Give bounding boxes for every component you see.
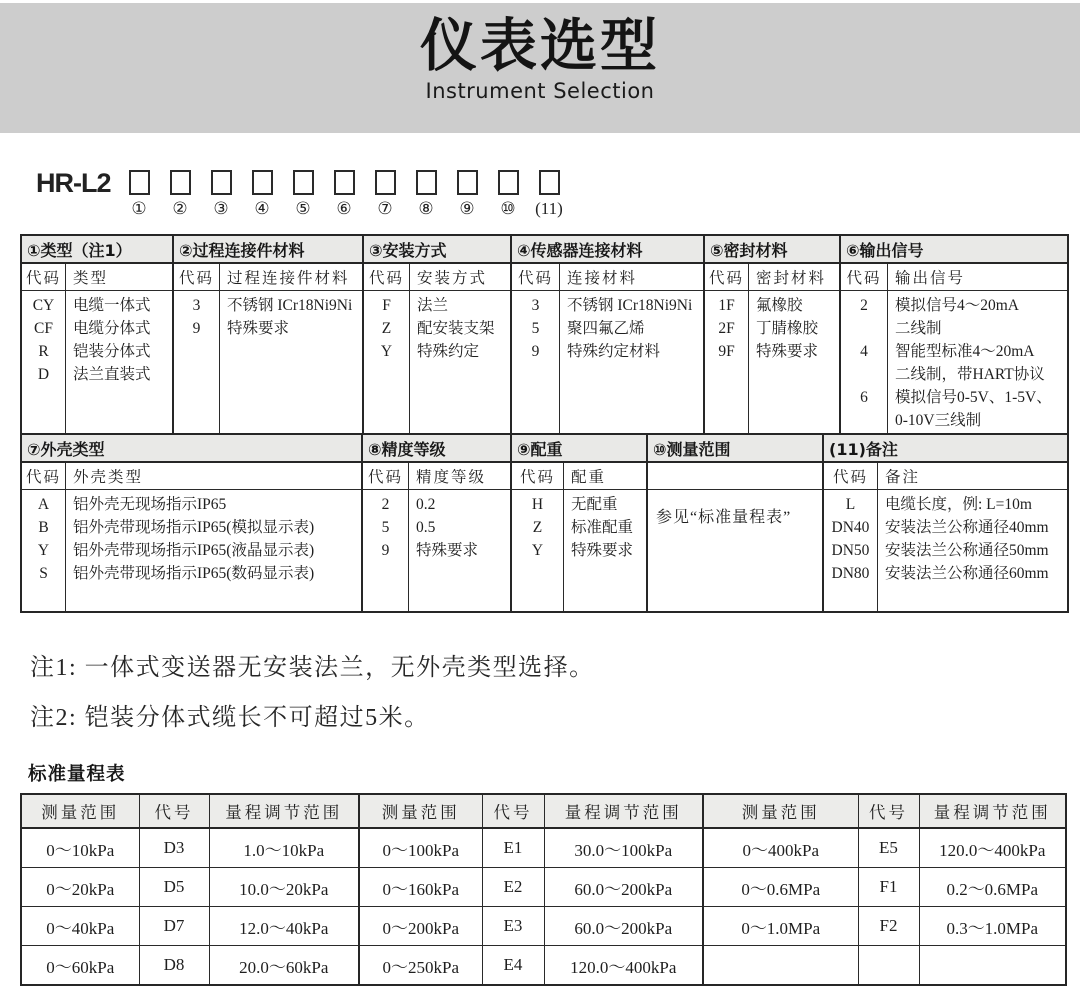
selection-section-9 <box>512 435 648 611</box>
model-positions <box>119 170 570 217</box>
value-column <box>564 490 646 611</box>
range-cell: 0～100kPa <box>359 828 482 868</box>
value-column <box>220 291 362 433</box>
selection-section-5 <box>705 236 841 433</box>
code-column-header: 代码 <box>512 463 564 489</box>
selection-section-4 <box>512 236 705 433</box>
option-code: 9 <box>531 343 540 360</box>
value-column-header: 密封材料 <box>756 270 827 287</box>
option-code: H <box>531 496 544 513</box>
section-title: ⑦外壳类型 <box>22 435 361 463</box>
selection-code-box-5 <box>293 170 314 195</box>
option-label: 氟橡胶 <box>756 297 803 314</box>
selection-code-box-10 <box>498 170 519 195</box>
option-label: 特殊要求 <box>227 320 290 337</box>
range-reference-note: 参见“标准量程表” <box>656 509 792 526</box>
section-title: ⑩测量范围 <box>648 435 822 463</box>
selection-section-10 <box>648 435 824 611</box>
value-column <box>409 490 510 611</box>
section-title: (11)备注 <box>824 435 1067 463</box>
section-title: ③安装方式 <box>364 236 510 264</box>
option-label: 模拟信号0-5V、1-5V、 <box>895 389 1052 406</box>
range-cell: 0.2～0.6MPa <box>919 868 1066 907</box>
model-position-2 <box>160 170 201 217</box>
range-cell: E3 <box>482 907 544 946</box>
option-code: B <box>38 519 49 536</box>
notes-block <box>30 647 1080 732</box>
section-subheader <box>174 264 362 291</box>
code-column-header: 代码 <box>174 264 220 290</box>
option-label: 铝外壳带现场指示IP65(液晶显示表) <box>73 542 315 559</box>
value-column-header: 精度等级 <box>416 469 487 486</box>
section-title: ⑥输出信号 <box>841 236 1067 264</box>
option-code: 3 <box>531 297 540 314</box>
value-column-header: 外壳类型 <box>73 469 144 486</box>
code-column <box>512 490 564 611</box>
model-position-8 <box>406 170 447 217</box>
range-column-header: 测量范围 <box>703 794 858 828</box>
range-cell: 0～250kPa <box>359 946 482 986</box>
selection-section-7 <box>22 435 363 611</box>
option-label: 二线制，带HART协议 <box>895 366 1045 383</box>
range-cell: 1.0～10kPa <box>209 828 359 868</box>
code-column <box>22 291 66 433</box>
section-body <box>363 490 510 611</box>
option-code: 5 <box>381 519 390 536</box>
section-body <box>824 490 1067 611</box>
option-code: Y <box>531 542 544 559</box>
selection-section-11 <box>824 435 1067 611</box>
option-code: 6 <box>860 389 868 406</box>
position-number-label: ⑩ <box>500 199 516 218</box>
model-position-1 <box>119 170 160 217</box>
standard-range-table <box>20 793 1067 986</box>
position-number-label: ⑦ <box>377 199 393 218</box>
option-label: 电缆一体式 <box>73 297 151 314</box>
position-number-label: ⑤ <box>295 199 311 218</box>
value-column-header: 安装方式 <box>417 270 488 287</box>
option-label: 模拟信号4～20mA <box>895 297 1020 314</box>
model-position-9 <box>447 170 488 217</box>
section-subheader <box>512 463 646 490</box>
range-cell: 0～20kPa <box>21 868 139 907</box>
range-cell: 120.0～400kPa <box>544 946 703 986</box>
option-code: L <box>845 496 856 513</box>
range-column-header: 量程调节范围 <box>544 794 703 828</box>
section-title: ④传感器连接材料 <box>512 236 703 264</box>
value-column-header: 类型 <box>73 270 109 287</box>
code-column <box>705 291 749 433</box>
value-column <box>878 490 1067 611</box>
value-column-header: 备注 <box>885 469 921 486</box>
option-label: 智能型标准4～20mA <box>895 343 1035 360</box>
position-number-label: ⑥ <box>336 199 352 218</box>
selection-code-box-8 <box>416 170 437 195</box>
selection-table <box>20 234 1069 613</box>
range-cell: 0～0.6MPa <box>703 868 858 907</box>
range-cell: 0.3～1.0MPa <box>919 907 1066 946</box>
option-label: 丁腈橡胶 <box>756 320 819 337</box>
selection-code-box-7 <box>375 170 396 195</box>
range-cell: 0～400kPa <box>703 828 858 868</box>
selection-section-8 <box>363 435 512 611</box>
option-label: 安装法兰公称通径40mm <box>885 519 1049 536</box>
value-column <box>888 291 1067 433</box>
selection-code-box-2 <box>170 170 191 195</box>
option-label: 铠装分体式 <box>73 343 151 360</box>
position-number-label: (11) <box>535 199 563 218</box>
option-label: 不锈钢 ICr18Ni9Ni <box>227 297 353 314</box>
range-cell: F2 <box>858 907 919 946</box>
position-number-label: ⑨ <box>459 199 475 218</box>
option-label: 特殊要求 <box>756 343 819 360</box>
range-cell: E4 <box>482 946 544 986</box>
range-cell: D7 <box>139 907 209 946</box>
option-code: CY <box>32 297 55 314</box>
section-subheader <box>22 463 361 490</box>
range-column-header: 代号 <box>858 794 919 828</box>
selection-code-box-4 <box>252 170 273 195</box>
option-code: 2 <box>860 297 868 314</box>
model-position-4 <box>242 170 283 217</box>
section-title: ②过程连接件材料 <box>174 236 362 264</box>
model-position-10 <box>488 170 529 217</box>
range-column-header: 测量范围 <box>359 794 482 828</box>
selection-section-6 <box>841 236 1067 433</box>
option-code: Z <box>532 519 543 536</box>
option-label: 铝外壳带现场指示IP65(模拟显示表) <box>73 519 315 536</box>
code-column-header: 代码 <box>841 264 888 290</box>
model-position-3 <box>201 170 242 217</box>
range-table-row <box>21 946 1066 986</box>
option-code: Y <box>37 542 50 559</box>
option-label: 特殊约定材料 <box>567 343 661 360</box>
section-title: ⑤密封材料 <box>705 236 839 264</box>
note-1: 注1: 一体式变送器无安装法兰，无外壳类型选择。 <box>30 655 595 681</box>
selection-code-box-11 <box>539 170 560 195</box>
range-cell: 0～60kPa <box>21 946 139 986</box>
range-cell <box>919 946 1066 986</box>
range-cell: E1 <box>482 828 544 868</box>
section-title: ⑧精度等级 <box>363 435 510 463</box>
section-title: ⑨配重 <box>512 435 646 463</box>
option-label: 标准配重 <box>571 519 634 536</box>
range-table-row <box>21 828 1066 868</box>
option-label: 铝外壳无现场指示IP65 <box>73 496 227 513</box>
section-body <box>22 490 361 611</box>
code-column-header: 代码 <box>824 463 878 489</box>
range-cell: 0～10kPa <box>21 828 139 868</box>
range-column-header: 代号 <box>482 794 544 828</box>
range-cell: 120.0～400kPa <box>919 828 1066 868</box>
value-column <box>560 291 703 433</box>
section-body <box>22 291 172 433</box>
section-subheader <box>705 264 839 291</box>
code-column <box>841 291 888 433</box>
section-subheader <box>824 463 1067 490</box>
range-cell: F1 <box>858 868 919 907</box>
range-cell <box>858 946 919 986</box>
section-subheader <box>512 264 703 291</box>
option-label: 聚四氟乙烯 <box>567 320 645 337</box>
code-column-header: 代码 <box>22 264 66 290</box>
range-table-header-row <box>21 794 1066 828</box>
range-cell: 12.0～40kPa <box>209 907 359 946</box>
page-banner <box>0 3 1080 133</box>
code-column-header: 代码 <box>705 264 749 290</box>
value-column-header: 配重 <box>571 469 607 486</box>
section-body <box>364 291 510 433</box>
position-number-label: ③ <box>213 199 229 218</box>
range-table-body <box>21 828 1066 985</box>
option-code: F <box>382 297 391 314</box>
section-title: ①类型（注1） <box>22 236 172 264</box>
range-cell: 60.0～200kPa <box>544 868 703 907</box>
value-column-header: 过程连接件材料 <box>227 270 350 287</box>
section-subheader <box>364 264 510 291</box>
value-column-header: 输出信号 <box>895 270 966 287</box>
section-subheader <box>841 264 1067 291</box>
position-number-label: ⑧ <box>418 199 434 218</box>
code-column <box>512 291 560 433</box>
selection-code-box-3 <box>211 170 232 195</box>
option-code: D <box>37 366 50 383</box>
selection-section-2 <box>174 236 364 433</box>
option-label: 不锈钢 ICr18Ni9Ni <box>567 297 693 314</box>
model-position-11 <box>529 170 570 217</box>
code-column <box>364 291 410 433</box>
model-position-7 <box>365 170 406 217</box>
option-label: 配安装支架 <box>417 320 495 337</box>
range-cell: 60.0～200kPa <box>544 907 703 946</box>
option-label: 特殊要求 <box>571 542 634 559</box>
value-column <box>410 291 510 433</box>
range-cell: E2 <box>482 868 544 907</box>
range-column-header: 量程调节范围 <box>919 794 1066 828</box>
option-code: 1F <box>718 297 735 314</box>
range-cell: 0～40kPa <box>21 907 139 946</box>
selection-section-3 <box>364 236 512 433</box>
page-title: 仪表选型 <box>420 13 660 79</box>
option-code: DN80 <box>831 565 870 582</box>
option-code: 9F <box>718 343 735 360</box>
option-label: 特殊约定 <box>417 343 480 360</box>
option-code: R <box>38 343 49 360</box>
value-column <box>66 291 172 433</box>
section-subheader <box>363 463 510 490</box>
value-column <box>749 291 839 433</box>
option-label: 无配重 <box>571 496 618 513</box>
range-cell <box>703 946 858 986</box>
range-column-header: 测量范围 <box>21 794 139 828</box>
code-column-header: 代码 <box>512 264 560 290</box>
option-code: 3 <box>192 297 201 314</box>
section-subheader <box>648 463 822 490</box>
section-body <box>174 291 362 433</box>
value-column-header: 连接材料 <box>567 270 638 287</box>
range-cell: 0～160kPa <box>359 868 482 907</box>
value-column <box>66 490 361 611</box>
model-prefix: HR-L2 <box>36 168 111 198</box>
option-label: 特殊要求 <box>416 542 479 559</box>
range-cell: 30.0～100kPa <box>544 828 703 868</box>
option-label: 0.2 <box>416 496 436 513</box>
range-table-row <box>21 868 1066 907</box>
selection-band-2 <box>22 433 1067 611</box>
code-column <box>174 291 220 433</box>
option-label: 二线制 <box>895 320 942 337</box>
range-cell: D3 <box>139 828 209 868</box>
code-column-header: 代码 <box>22 463 66 489</box>
range-cell: D8 <box>139 946 209 986</box>
section-body <box>512 490 646 611</box>
code-column <box>824 490 878 611</box>
range-cell: 10.0～20kPa <box>209 868 359 907</box>
option-code: Y <box>380 343 393 360</box>
selection-code-box-6 <box>334 170 355 195</box>
range-column-header: 量程调节范围 <box>209 794 359 828</box>
option-label: 安装法兰公称通径50mm <box>885 542 1049 559</box>
section-body <box>512 291 703 433</box>
position-number-label: ② <box>172 199 188 218</box>
option-code: DN50 <box>831 542 870 559</box>
model-position-6 <box>324 170 365 217</box>
selection-code-box-1 <box>129 170 150 195</box>
range-cell: 0～1.0MPa <box>703 907 858 946</box>
option-label: 法兰直装式 <box>73 366 151 383</box>
range-table-row <box>21 907 1066 946</box>
position-number-label: ① <box>131 199 147 218</box>
section-body <box>648 490 822 611</box>
option-code: S <box>39 565 48 582</box>
catalog-page <box>0 3 1080 986</box>
section-body <box>705 291 839 433</box>
selection-section-1 <box>22 236 174 433</box>
code-column-header: 代码 <box>364 264 410 290</box>
option-code: 9 <box>381 542 390 559</box>
option-label: 0.5 <box>416 519 436 536</box>
page-subtitle: Instrument Selection <box>425 78 655 103</box>
section-subheader <box>22 264 172 291</box>
option-label: 电缆分体式 <box>73 320 151 337</box>
model-code-row <box>36 170 1080 217</box>
note-2: 注2: 铠装分体式缆长不可超过5米。 <box>30 705 430 731</box>
option-label: 电缆长度，例: L=10m <box>885 496 1032 513</box>
option-code: 2 <box>381 496 390 513</box>
section-body <box>841 291 1067 433</box>
option-code: CF <box>34 320 53 337</box>
model-position-5 <box>283 170 324 217</box>
range-table-title: 标准量程表 <box>28 765 126 785</box>
option-code: DN40 <box>831 519 870 536</box>
option-label: 铝外壳带现场指示IP65(数码显示表) <box>73 565 315 582</box>
option-code: Z <box>381 320 392 337</box>
selection-band-1 <box>22 236 1067 433</box>
position-number-label: ④ <box>254 199 270 218</box>
option-label: 0-10V三线制 <box>895 412 982 429</box>
range-column-header: 代号 <box>139 794 209 828</box>
range-cell: D5 <box>139 868 209 907</box>
range-cell: 0～200kPa <box>359 907 482 946</box>
option-label: 安装法兰公称通径60mm <box>885 565 1049 582</box>
option-code: 5 <box>531 320 540 337</box>
option-code: A <box>37 496 50 513</box>
option-code: 4 <box>860 343 868 360</box>
code-column-header: 代码 <box>363 463 409 489</box>
range-cell: 20.0～60kPa <box>209 946 359 986</box>
range-cell: E5 <box>858 828 919 868</box>
selection-code-box-9 <box>457 170 478 195</box>
option-code: 2F <box>718 320 735 337</box>
option-label: 法兰 <box>417 297 449 314</box>
code-column <box>22 490 66 611</box>
code-column <box>363 490 409 611</box>
option-code: 9 <box>192 320 201 337</box>
